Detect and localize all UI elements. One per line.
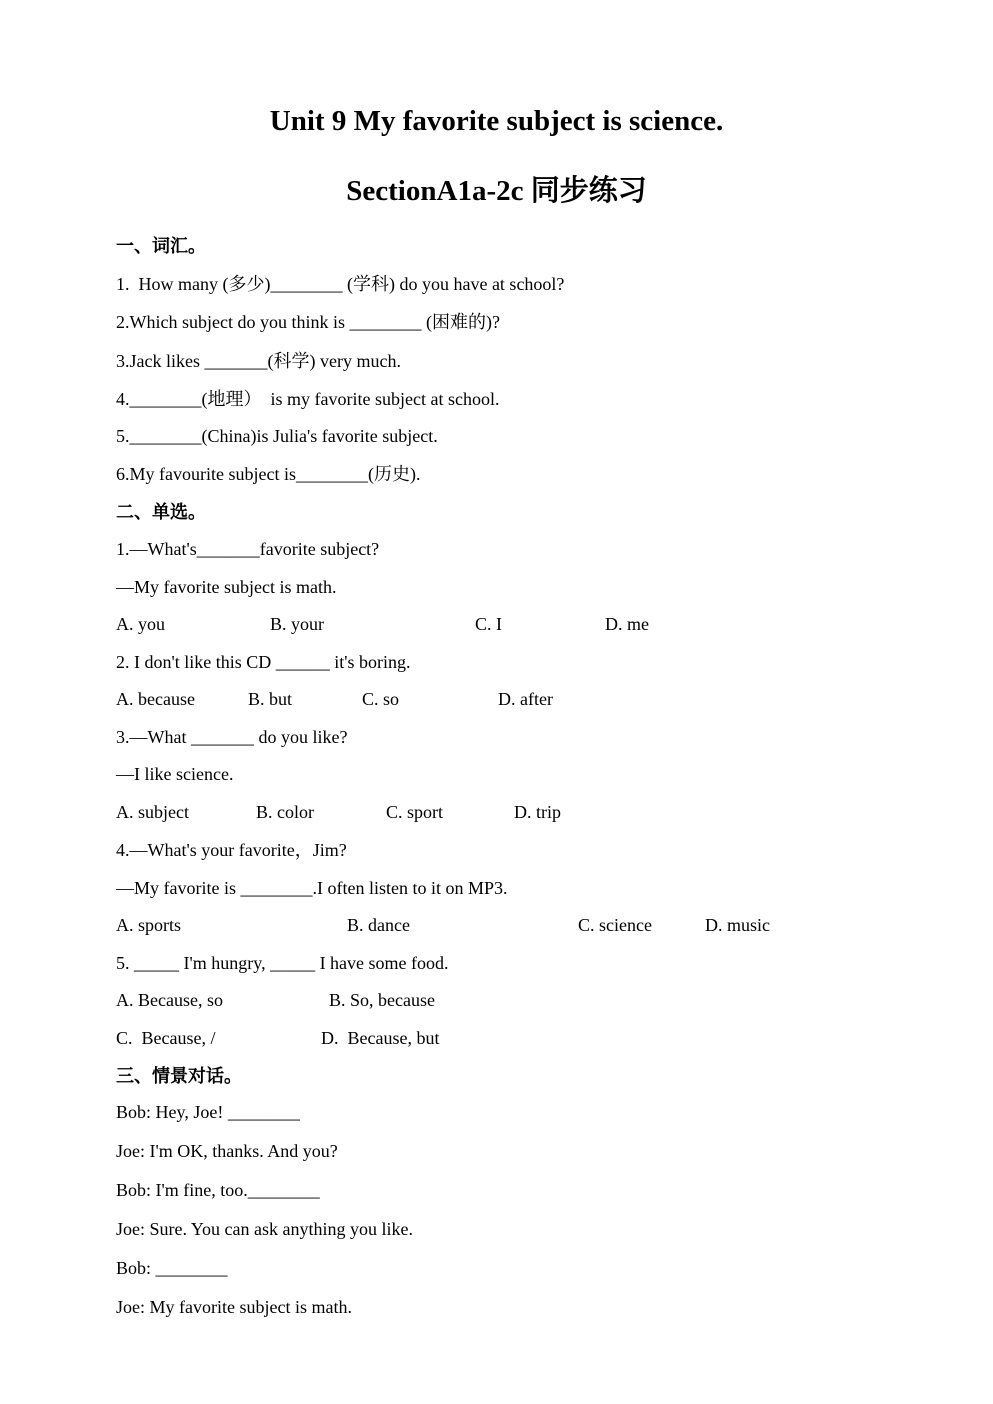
question-3-line-2: —I like science. bbox=[116, 764, 234, 784]
vocab-item-4: 4.________(地理） is my favorite subject at school. bbox=[116, 389, 500, 409]
page-subtitle: SectionA1a-2c 同步练习 bbox=[346, 175, 647, 207]
option-b: B. color bbox=[256, 802, 314, 822]
question-3-line-1: 3.—What _______ do you like? bbox=[116, 727, 348, 747]
question-4-line-1: 4.—What's your favorite，Jim? bbox=[116, 840, 347, 860]
question-5-options-row-1 bbox=[0, 988, 993, 1012]
option-c: C. Because, / bbox=[116, 1028, 216, 1048]
option-a: A. sports bbox=[116, 915, 182, 935]
dialogue-line-5: Bob: ________ bbox=[116, 1258, 228, 1278]
option-d: D. after bbox=[498, 689, 553, 709]
option-a: A. Because, so bbox=[116, 990, 223, 1010]
section-heading-multiple-choice: 二、单选。 bbox=[116, 502, 206, 522]
option-d: D. music bbox=[705, 915, 770, 935]
question-1-line-2: —My favorite subject is math. bbox=[116, 577, 337, 597]
option-c: C. sport bbox=[386, 802, 444, 822]
option-a: A. subject bbox=[116, 802, 189, 822]
option-b: B. but bbox=[248, 689, 293, 709]
section-heading-dialogue: 三、情景对话。 bbox=[116, 1066, 242, 1086]
question-2-line-1: 2. I don't like this CD ______ it's boring. bbox=[116, 652, 411, 672]
vocab-item-2: 2.Which subject do you think is ________ (困难的)? bbox=[116, 312, 500, 332]
dialogue-line-1: Bob: Hey, Joe! ________ bbox=[116, 1102, 300, 1122]
option-b: B. your bbox=[270, 614, 324, 634]
vocab-item-3: 3.Jack likes _______(科学) very much. bbox=[116, 351, 401, 371]
question-4-options bbox=[0, 913, 993, 937]
option-c: C. so bbox=[362, 689, 400, 709]
question-1-options bbox=[0, 612, 993, 636]
dialogue-line-2: Joe: I'm OK, thanks. And you? bbox=[116, 1141, 338, 1161]
vocab-item-5: 5.________(China)is Julia's favorite subject. bbox=[116, 426, 438, 446]
option-b: B. dance bbox=[347, 915, 410, 935]
option-d: D. me bbox=[605, 614, 649, 634]
option-a: A. because bbox=[116, 689, 195, 709]
question-4-line-2: —My favorite is ________.I often listen to it on MP3. bbox=[116, 878, 508, 898]
question-5-options-row-2 bbox=[0, 1026, 993, 1050]
option-c: C. I bbox=[475, 614, 502, 634]
option-b: B. So, because bbox=[329, 990, 435, 1010]
section-heading-vocabulary: 一、词汇。 bbox=[116, 236, 206, 256]
dialogue-line-3: Bob: I'm fine, too.________ bbox=[116, 1180, 320, 1200]
question-3-options bbox=[0, 800, 993, 824]
question-2-options bbox=[0, 687, 993, 711]
option-d: D. Because, but bbox=[321, 1028, 440, 1048]
question-5-line-1: 5. _____ I'm hungry, _____ I have some food. bbox=[116, 953, 449, 973]
vocab-item-6: 6.My favourite subject is________(历史). bbox=[116, 464, 421, 484]
option-a: A. you bbox=[116, 614, 165, 634]
dialogue-line-6: Joe: My favorite subject is math. bbox=[116, 1297, 352, 1317]
option-d: D. trip bbox=[514, 802, 561, 822]
question-1-line-1: 1.—What's_______favorite subject? bbox=[116, 539, 380, 559]
vocab-item-1: 1. How many (多少)________ (学科) do you have at school? bbox=[116, 274, 565, 294]
option-c: C. science bbox=[578, 915, 652, 935]
dialogue-line-4: Joe: Sure. You can ask anything you like. bbox=[116, 1219, 413, 1239]
page-title: Unit 9 My favorite subject is science. bbox=[269, 105, 724, 137]
